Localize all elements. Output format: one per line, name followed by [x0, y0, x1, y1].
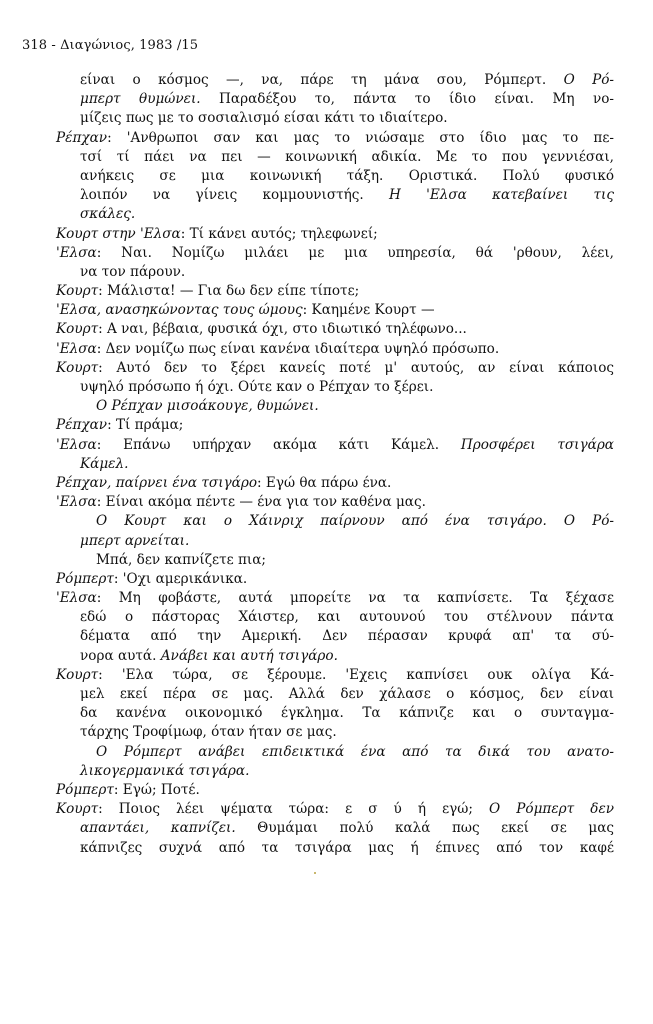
dialogue-text: μίζεις πως με το σοσιαλισμό είσαι κάτι το ιδιαίτερο. — [80, 110, 448, 127]
dialogue-text: κάπνιζες συχνά από τα τσιγάρα μας ή έπινες από τον καφέ — [80, 839, 614, 856]
body-text — [56, 71, 615, 858]
stage-direction: απαντάει, καπνίζει. — [80, 820, 236, 837]
text-line — [80, 551, 614, 570]
text-line — [56, 340, 614, 359]
text-line — [80, 90, 614, 109]
dialogue-text: λοιπόν να γίνεις κομμουνιστής. — [80, 187, 389, 204]
stage-direction: 'Ελσα — [56, 340, 97, 357]
dialogue-text: : Μάλιστα! — Για δω δεν είπε τίποτε; — [98, 283, 360, 300]
text-line — [80, 167, 614, 186]
stage-direction: λικογερμανικά τσιγάρα. — [80, 762, 250, 779]
text-line — [80, 685, 614, 704]
text-line — [56, 225, 614, 244]
stage-direction: Κουρτ — [56, 801, 99, 818]
print-speck — [314, 872, 316, 874]
dialogue-text: : Μη φοβάστε, αυτά μπορείτε να τα καπνίσετε. Τα ξέχασε — [96, 590, 614, 607]
stage-direction: Ο Ρόμπερτ δεν — [489, 801, 615, 818]
dialogue-text: εδώ ο πάστορας Χάιστερ, και αυτουνού του στέλνουν πάντα — [80, 609, 614, 626]
stage-direction: 'Ελσα, ανασηκώνοντας τους ώμους — [56, 302, 303, 319]
text-line — [56, 282, 614, 301]
dialogue-text: δέματα από την Αμερική. Δεν πέρασαν κρυφά απ' τα σύ- — [80, 628, 614, 645]
text-line — [56, 570, 614, 589]
text-line — [80, 723, 614, 742]
dialogue-text: τσί τί πάει να πει — κοινωνική αδικία. Με το που γεννιέσαι, — [80, 148, 614, 165]
dialogue-text: : Ναι. Νομίζω μιλάει με μια υπηρεσία, θά 'ρθουν, λέει, — [96, 244, 614, 261]
dialogue-text: Μπά, δεν καπνίζετε πια; — [96, 551, 267, 568]
text-line — [80, 109, 614, 128]
dialogue-text: νορα αυτά. — [80, 647, 161, 664]
dialogue-text: μελ εκεί πέρα σε μας. Αλλά δεν χάλασε ο κόσμος, δεν είναι — [80, 686, 614, 702]
stage-direction: σκάλες. — [80, 206, 136, 223]
dialogue-text: : 'Ανθρωποι σαν και μας το νιώσαμε στο ίδιο μας το πε- — [107, 129, 614, 146]
stage-direction: Ρέπχαν — [56, 129, 108, 146]
text-line — [80, 263, 614, 282]
text-line — [56, 474, 614, 493]
text-line — [80, 704, 614, 723]
stage-direction: 'Ελσα — [56, 590, 97, 607]
stage-direction: Ρέπχαν — [56, 417, 108, 434]
text-line — [56, 589, 614, 608]
text-line — [56, 493, 614, 512]
text-line — [56, 244, 614, 263]
text-line — [80, 205, 614, 224]
dialogue-text: : Εγώ θα πάρω ένα. — [257, 474, 392, 491]
stage-direction: Κουρτ — [56, 666, 99, 683]
dialogue-text: Θυμάμαι πολύ καλά πως εκεί σε μας — [235, 820, 614, 837]
text-line — [56, 301, 614, 320]
stage-direction: Κουρτ — [56, 321, 99, 338]
text-line — [56, 359, 614, 378]
dialogue-text: : Τί κάνει αυτός; τηλεφωνεί; — [180, 225, 378, 242]
text-line — [80, 455, 614, 474]
dialogue-text: : Δεν νομίζω πως είναι κανένα ιδιαίτερα υψηλό πρόσωπο. — [96, 340, 500, 357]
stage-direction: Ανάβει και αυτή τσιγάρο. — [160, 647, 338, 664]
text-line — [80, 378, 614, 397]
text-line — [80, 532, 614, 551]
text-line — [56, 666, 614, 685]
text-line — [80, 148, 614, 167]
text-line — [80, 743, 614, 762]
stage-direction: Κουρτ στην 'Ελσα — [56, 225, 181, 242]
text-line — [80, 762, 614, 781]
text-line — [80, 608, 614, 627]
stage-direction: 'Ελσα — [56, 436, 97, 453]
stage-direction: μπερτ αρνείται. — [80, 532, 190, 549]
dialogue-text: να τον πάρουν. — [80, 263, 186, 280]
text-line — [56, 416, 614, 435]
stage-direction: Ρόμπερτ — [56, 781, 114, 798]
dialogue-text: δα κανένα οικονομικό έγκλημα. Τα κάπνιζε και ο συνταγμα- — [80, 705, 614, 722]
text-line — [80, 512, 614, 531]
stage-direction: Κουρτ — [56, 283, 99, 300]
dialogue-text: : Καημένε Κουρτ — — [302, 302, 435, 319]
stage-direction: Η 'Ελσα κατεβαίνει τις — [388, 187, 614, 204]
stage-direction: Κάμελ. — [80, 455, 129, 472]
dialogue-text: : Τί πράμα; — [107, 417, 184, 434]
text-line — [56, 800, 614, 819]
dialogue-text: : Εγώ; Ποτέ. — [113, 781, 200, 798]
stage-direction: Κουρτ — [56, 359, 99, 376]
stage-direction: Ο Ρό- — [563, 72, 614, 88]
text-line — [80, 819, 614, 838]
stage-direction: μπερτ θυμώνει. — [80, 91, 201, 108]
text-line — [56, 129, 614, 148]
text-line — [80, 397, 614, 416]
stage-direction: Ο Ρόμπερτ ανάβει επιδεικτικά ένα από τα δικά του ανατο- — [96, 743, 614, 760]
dialogue-text: υψηλό πρόσωπο ή όχι. Ούτε καν ο Ρέπχαν το ξέρει. — [80, 379, 434, 395]
dialogue-text: : Επάνω υπήρχαν ακόμα κάτι Κάμελ. — [96, 436, 461, 453]
running-head: 318 - Διαγώνιος, 1983 /15 — [22, 38, 199, 53]
dialogue-text: : Είναι ακόμα πέντε — ένα για τον καθένα μας. — [96, 494, 426, 511]
dialogue-text: : 'Ελα τώρα, σε ξέρουμε. 'Εχεις καπνίσει ουκ ολίγα Κά- — [98, 666, 614, 683]
text-line — [80, 839, 614, 858]
dialogue-text: : Α ναι, βέβαια, φυσικά όχι, στο ιδιωτικό τηλέφωνο... — [98, 321, 467, 338]
stage-direction: Ρέπχαν, παίρνει ένα τσιγάρο — [56, 474, 258, 491]
text-line — [80, 186, 614, 205]
stage-direction: 'Ελσα — [56, 244, 97, 261]
dialogue-text: : 'Οχι αμερικάνικα. — [113, 570, 248, 587]
dialogue-text: τάρχης Τροφίμωφ, όταν ήταν σε μας. — [80, 724, 337, 741]
stage-direction: Ρόμπερτ — [56, 570, 114, 587]
stage-direction: Ο Ρέπχαν μισοάκουγε, θυμώνει. — [96, 398, 319, 415]
text-line — [80, 647, 614, 666]
text-line — [56, 781, 614, 800]
text-line — [80, 627, 614, 646]
dialogue-text: είναι ο κόσμος —, να, πάρε τη μάνα σου, Ρόμπερτ. — [80, 72, 564, 88]
dialogue-text: Παραδέξου το, πάντα το ίδιο είναι. Μη νο- — [200, 91, 614, 108]
dialogue-text: : Αυτό δεν το ξέρει κανείς ποτέ μ' αυτούς, αν είναι κάποιος — [98, 359, 614, 376]
text-line — [80, 71, 614, 90]
stage-direction: Προσφέρει τσιγάρα — [460, 436, 614, 453]
stage-direction: Ο Κουρτ και ο Χάινριχ παίρνουν από ένα τσιγάρο. Ο Ρό- — [96, 513, 614, 530]
dialogue-text: : Ποιος λέει ψέματα τώρα: ε σ ύ ή εγώ; — [98, 801, 490, 818]
stage-direction: 'Ελσα — [56, 494, 97, 511]
dialogue-text: ανήκεις σε μια κοινωνική τάξη. Οριστικά. Πολύ φυσικό — [80, 167, 614, 184]
text-line — [56, 436, 614, 455]
text-line — [56, 320, 614, 339]
